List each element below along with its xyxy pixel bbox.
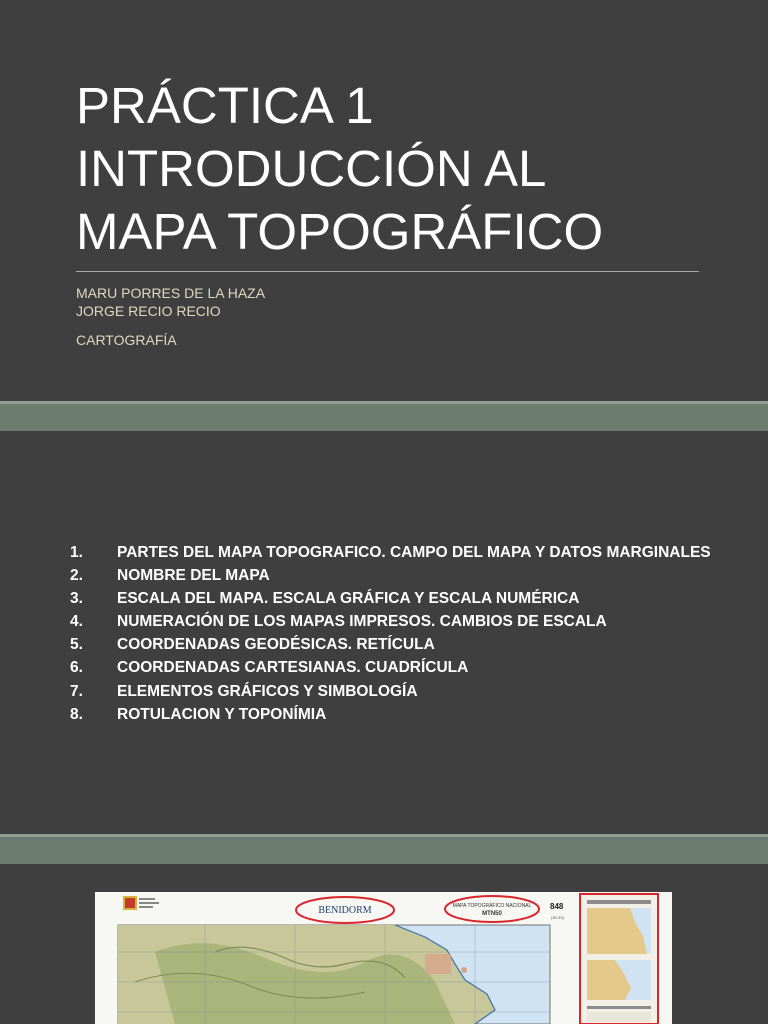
slide-separator: [0, 401, 768, 431]
item-text: ROTULACION Y TOPONÍMIA: [117, 705, 327, 723]
title-line-1: PRÁCTICA 1: [76, 77, 374, 134]
marginal-data-panel: [580, 894, 658, 1024]
item-text: COORDENADAS CARTESIANAS. CUADRÍCULA: [117, 659, 469, 677]
authors: [76, 284, 265, 320]
slide-title: [76, 74, 736, 263]
map-name: BENIDORM: [318, 905, 372, 916]
map-field: [118, 925, 550, 1024]
map-series-code: MTN50: [482, 911, 502, 917]
title-line-2: INTRODUCCIÓN AL: [76, 140, 547, 197]
slide-separator: [0, 834, 768, 864]
item-number: 7.: [70, 682, 83, 700]
subject-label: CARTOGRAFÍA: [76, 332, 177, 348]
author-2: JORGE RECIO RECIO: [76, 303, 221, 319]
author-1: MARU PORRES DE LA HAZA: [76, 285, 266, 301]
item-text: NOMBRE DEL MAPA: [117, 567, 270, 585]
item-text: NUMERACIÓN DE LOS MAPAS IMPRESOS. CAMBIOS DE ESCALA: [117, 613, 607, 631]
sheet-ref: (30-33): [551, 915, 564, 920]
item-text: COORDENADAS GEODÉSICAS. RETÍCULA: [117, 636, 435, 654]
item-number: 6.: [70, 659, 83, 677]
title-line-3: MAPA TOPOGRÁFICO: [76, 203, 604, 260]
title-slide: [0, 0, 768, 400]
item-number: 5.: [70, 636, 83, 654]
map-series: MAPA TOPOGRÁFICO NACIONAL: [452, 903, 532, 909]
item-number: 1.: [70, 544, 83, 561]
map-illustration: [95, 892, 672, 1024]
item-text: PARTES DEL MAPA TOPOGRAFICO. CAMPO DEL MAPA Y DATOS MARGINALES: [117, 544, 711, 561]
item-text: ELEMENTOS GRÁFICOS Y SIMBOLOGÍA: [117, 682, 418, 700]
item-number: 2.: [70, 567, 83, 585]
title-divider: [76, 271, 699, 272]
sheet-number: 848: [550, 902, 564, 911]
item-number: 4.: [70, 613, 83, 631]
item-text: ESCALA DEL MAPA. ESCALA GRÁFICA Y ESCALA NUMÉRICA: [117, 590, 580, 608]
item-number: 8.: [70, 705, 83, 723]
topographic-map-image: [95, 892, 672, 1024]
item-number: 3.: [70, 590, 83, 608]
